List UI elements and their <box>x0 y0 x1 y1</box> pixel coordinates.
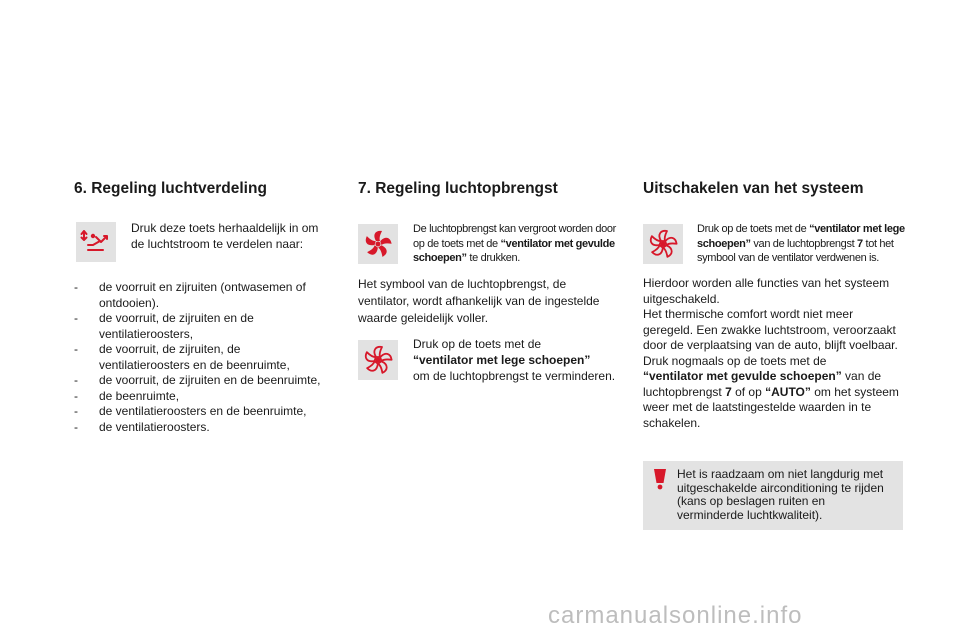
list-item: - de ventilatieroosters. <box>74 419 210 434</box>
air-distribution-icon <box>79 227 113 257</box>
distribution-options-list <box>74 280 334 435</box>
list-item: - de voorruit en zijruiten (ontwasemen of ontdooien). <box>74 280 306 310</box>
section-title-air-flow: 7. Regeling luchtopbrengst <box>358 180 558 197</box>
section-title-system-off: Uitschakelen van het systeem <box>643 180 864 197</box>
list-item: - de ventilatieroosters en de beenruimte, <box>74 404 307 418</box>
watermark: carmanualsonline.info <box>548 602 803 629</box>
fan-off-button <box>643 224 683 264</box>
warning-box <box>643 461 903 530</box>
system-off-instruction: Druk op de toets met de “ventilator met lege schoepen” van de luchtopbrengst 7 tot het symbool van de ventilator verdwenen is. <box>697 223 905 264</box>
air-distribution-button <box>76 222 116 262</box>
decrease-flow-text: Druk op de toets met de “ventilator met lege schoepen” om de luchtopbrengst te verminderen. <box>413 337 616 383</box>
fan-empty-blades-icon <box>648 229 678 259</box>
increase-flow-text: De luchtopbrengst kan vergroot worden door op de toets met de “ventilator met gevulde schoepen” te drukken. <box>413 223 616 264</box>
warning-exclamation-icon <box>651 468 669 490</box>
section-title-air-distribution: 6. Regeling luchtverdeling <box>74 180 267 197</box>
list-item: - de voorruit, de zijruiten en de beenruimte, <box>74 373 321 387</box>
system-off-explanation: Hierdoor worden alle functies van het systeem uitgeschakeld. Het thermische comfort wordt niet meer geregeld. Een zwakke luchtstroom, veroorzaakt door de verplaatsing van de auto, blijft voelbaar. Druk nogmaals op de toets met de “ventilator met gevulde schoepen” van de luchtopbrengst 7 of op “AUTO” om het systeem weer met de laatstingestelde waarden in te schakelen. <box>643 276 899 430</box>
list-item: - de beenruimte, <box>74 388 180 403</box>
air-distribution-intro: Druk deze toets herhaaldelijk in om de luchtstroom te verdelen naar: <box>131 221 319 251</box>
warning-text: Het is raadzaam om niet langdurig met uitgeschakelde airconditioning te rijden (kans op beslagen ruiten en verminderde luchtkwaliteit). <box>677 467 884 522</box>
fan-empty-button <box>358 340 398 380</box>
fan-filled-blades-icon <box>363 229 393 259</box>
fan-full-button <box>358 224 398 264</box>
fan-empty-blades-icon <box>363 345 393 375</box>
list-item: - de voorruit, de zijruiten, de ventilatieroosters en de beenruimte, <box>74 342 290 372</box>
list-item: - de voorruit, de zijruiten en de ventilatieroosters, <box>74 311 254 341</box>
fan-symbol-text: Het symbool van de luchtopbrengst, de ventilator, wordt afhankelijk van de ingestelde waarde geleidelijk voller. <box>358 277 600 325</box>
